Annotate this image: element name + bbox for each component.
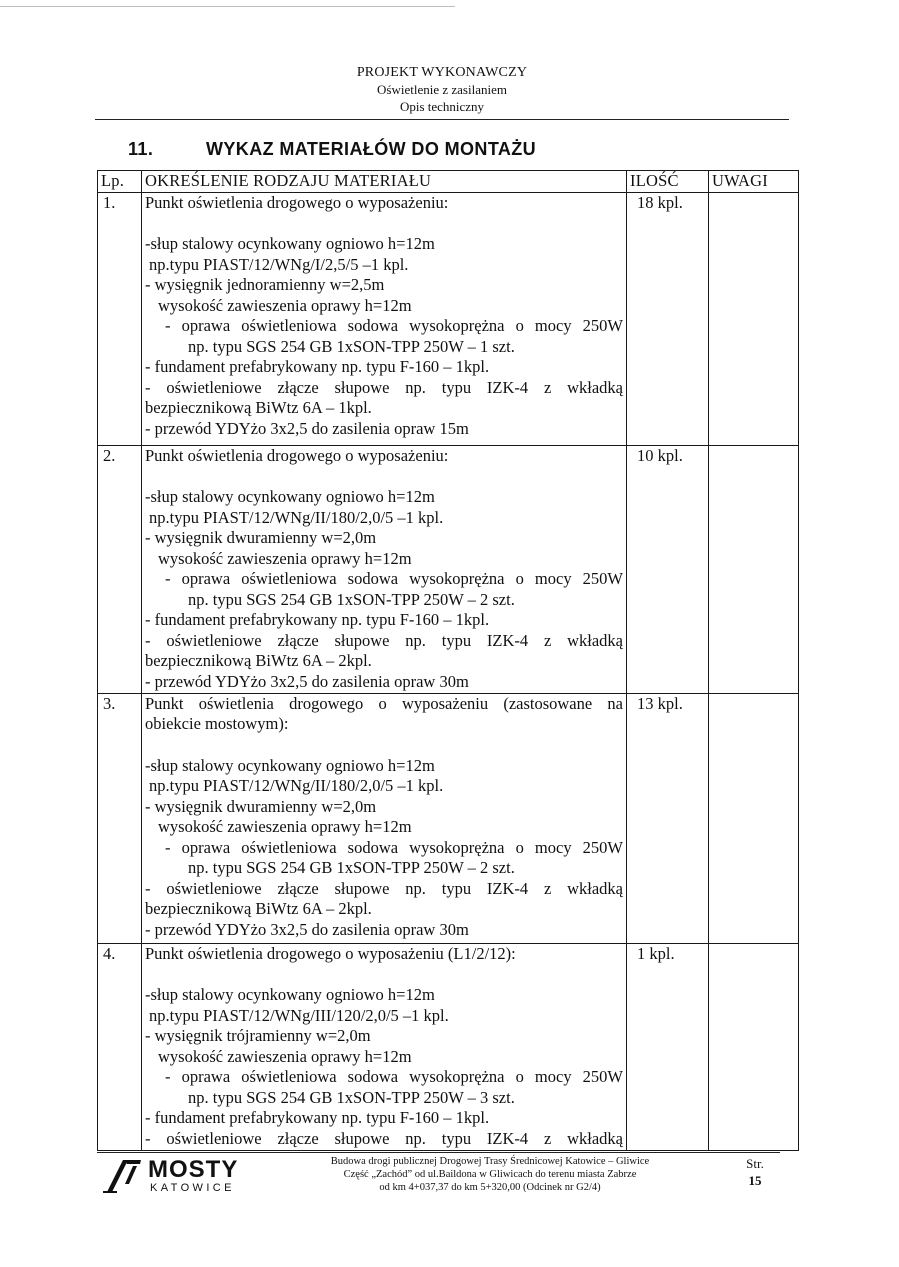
footer-line: Budowa drogi publicznej Drogowej Trasy Średnicowej Katowice – Gliwice: [330, 1156, 650, 1167]
row-number: 3.: [98, 693, 142, 943]
document-header: [95, 64, 789, 115]
section-title: WYKAZ MATERIAŁÓW DO MONTAŻU: [206, 139, 537, 159]
row-description: [142, 943, 627, 1150]
item-line: - wysięgnik dwuramienny w=2,0m: [145, 796, 377, 816]
item-line: - fundament prefabrykowany np. typu F-160 – 1kpl.: [145, 1108, 490, 1127]
header-subject: Oświetlenie z zasilaniem: [377, 82, 507, 97]
item-line: - oprawa oświetleniowa sodowa wysokoprężna o mocy 250W: [165, 569, 623, 588]
item-line: - oświetleniowe złącze słupowe np. typu IZK-4 z wkładką: [145, 1128, 623, 1148]
table-row: [98, 943, 799, 1150]
row-quantity: 1 kpl.: [627, 943, 709, 1150]
footer-line: od km 4+037,37 do km 5+320,00 (Odcinek nr G2/4): [379, 1182, 601, 1193]
item-line: np.typu PIAST/12/WNg/II/180/2,0/5 –1 kpl.: [149, 507, 444, 527]
row-description: [142, 445, 627, 693]
item-line: np.typu PIAST/12/WNg/III/120/2,0/5 –1 kpl.: [149, 1005, 449, 1025]
row-description: [142, 192, 627, 445]
row-notes: [709, 192, 799, 445]
item-line: bezpiecznikową BiWtz 6A – 1kpl.: [145, 398, 372, 417]
item-line: -słup stalowy ocynkowany ogniowo h=12m: [145, 234, 435, 253]
row-notes: [709, 943, 799, 1150]
footer-divider: [97, 1152, 780, 1153]
column-header-quantity: ILOŚĆ: [627, 171, 709, 193]
row-title: Punkt oświetlenia drogowego o wyposażeniu:: [145, 445, 449, 465]
spacer: [145, 735, 623, 756]
item-line: - fundament prefabrykowany np. typu F-160 – 1kpl.: [145, 357, 490, 376]
row-title: Punkt oświetlenia drogowego o wyposażeniu (zastosowane na: [145, 693, 623, 713]
row-title: Punkt oświetlenia drogowego o wyposażeniu:: [145, 192, 449, 212]
footer-project-info: [290, 1155, 690, 1194]
row-notes: [709, 693, 799, 943]
table-row: [98, 445, 799, 693]
item-line: - oświetleniowe złącze słupowe np. typu IZK-4 z wkładką: [145, 377, 623, 397]
row-quantity: 10 kpl.: [627, 445, 709, 693]
item-line: -słup stalowy ocynkowany ogniowo h=12m: [145, 487, 435, 506]
item-line: - oprawa oświetleniowa sodowa wysokoprężna o mocy 250W: [165, 837, 623, 857]
column-header-lp: Lp.: [98, 171, 142, 193]
section-heading: [128, 139, 536, 160]
item-line: - przewód YDYżo 3x2,5 do zasilenia opraw 30m: [145, 671, 469, 691]
item-line: - przewód YDYżo 3x2,5 do zasilenia opraw 15m: [145, 418, 469, 438]
column-header-description: OKREŚLENIE RODZAJU MATERIAŁU: [142, 171, 627, 193]
item-line: np.typu PIAST/12/WNg/II/180/2,0/5 –1 kpl.: [149, 776, 444, 795]
column-header-notes: UWAGI: [709, 171, 799, 193]
row-notes: [709, 445, 799, 693]
item-line: -słup stalowy ocynkowany ogniowo h=12m: [145, 985, 435, 1004]
header-divider: [95, 119, 789, 120]
spacer: [145, 213, 623, 234]
row-number: 2.: [98, 445, 142, 693]
table-row: [98, 192, 799, 445]
row-number: 4.: [98, 943, 142, 1150]
logo-wordmark: MOSTY: [148, 1156, 239, 1183]
item-line: wysokość zawieszenia oprawy h=12m: [158, 1046, 412, 1066]
page-number: 15: [748, 1173, 762, 1188]
spacer: [145, 964, 623, 985]
spacer: [145, 466, 623, 487]
scan-edge-line: [0, 6, 455, 7]
item-line: wysokość zawieszenia oprawy h=12m: [158, 817, 412, 836]
section-number: 11.: [128, 139, 154, 159]
item-line: np. typu SGS 254 GB 1xSON-TPP 250W – 2 szt.: [188, 858, 515, 877]
item-line: np. typu SGS 254 GB 1xSON-TPP 250W – 3 szt.: [188, 1087, 515, 1107]
row-title: Punkt oświetlenia drogowego o wyposażeniu (L1/2/12):: [145, 943, 516, 963]
header-project-type: PROJEKT WYKONAWCZY: [356, 65, 528, 80]
item-line: -słup stalowy ocynkowany ogniowo h=12m: [145, 755, 435, 775]
page-label: Str.: [746, 1156, 764, 1171]
logo-city: KATOWICE: [150, 1182, 235, 1194]
page-indicator: [736, 1155, 774, 1189]
row-description: [142, 693, 627, 943]
item-line: - oprawa oświetleniowa sodowa wysokoprężna o mocy 250W: [165, 316, 623, 335]
item-line: - oświetleniowe złącze słupowe np. typu IZK-4 z wkładką: [145, 630, 623, 650]
item-line: bezpiecznikową BiWtz 6A – 2kpl.: [145, 651, 372, 670]
footer-line: Część „Zachód” od ul.Baildona w Gliwicach do terenu miasta Zabrze: [343, 1169, 637, 1180]
company-logo: [103, 1158, 253, 1198]
row-number: 1.: [98, 192, 142, 445]
row-title-continued: obiekcie mostowym):: [145, 714, 289, 733]
item-line: - wysięgnik trójramienny w=2,0m: [145, 1026, 371, 1045]
item-line: wysokość zawieszenia oprawy h=12m: [158, 295, 412, 315]
item-line: - wysięgnik jednoramienny w=2,5m: [145, 275, 385, 294]
item-line: wysokość zawieszenia oprawy h=12m: [158, 548, 412, 568]
header-doc-type: Opis techniczny: [399, 99, 485, 114]
table-header-row: [98, 171, 799, 193]
mosty-logo-icon: [103, 1158, 145, 1194]
item-line: - fundament prefabrykowany np. typu F-160 – 1kpl.: [145, 610, 490, 629]
row-quantity: 18 kpl.: [627, 192, 709, 445]
item-line: bezpiecznikową BiWtz 6A – 2kpl.: [145, 899, 372, 918]
item-line: np. typu SGS 254 GB 1xSON-TPP 250W – 1 szt.: [188, 336, 515, 356]
item-line: np. typu SGS 254 GB 1xSON-TPP 250W – 2 szt.: [188, 589, 515, 609]
table-row: [98, 693, 799, 943]
item-line: - przewód YDYżo 3x2,5 do zasilenia opraw 30m: [145, 919, 469, 939]
row-quantity: 13 kpl.: [627, 693, 709, 943]
materials-table: [97, 170, 799, 1151]
item-line: - oświetleniowe złącze słupowe np. typu IZK-4 z wkładką: [145, 878, 623, 898]
item-line: - oprawa oświetleniowa sodowa wysokoprężna o mocy 250W: [165, 1067, 623, 1086]
item-line: np.typu PIAST/12/WNg/I/2,5/5 –1 kpl.: [149, 254, 409, 274]
item-line: - wysięgnik dwuramienny w=2,0m: [145, 528, 377, 547]
